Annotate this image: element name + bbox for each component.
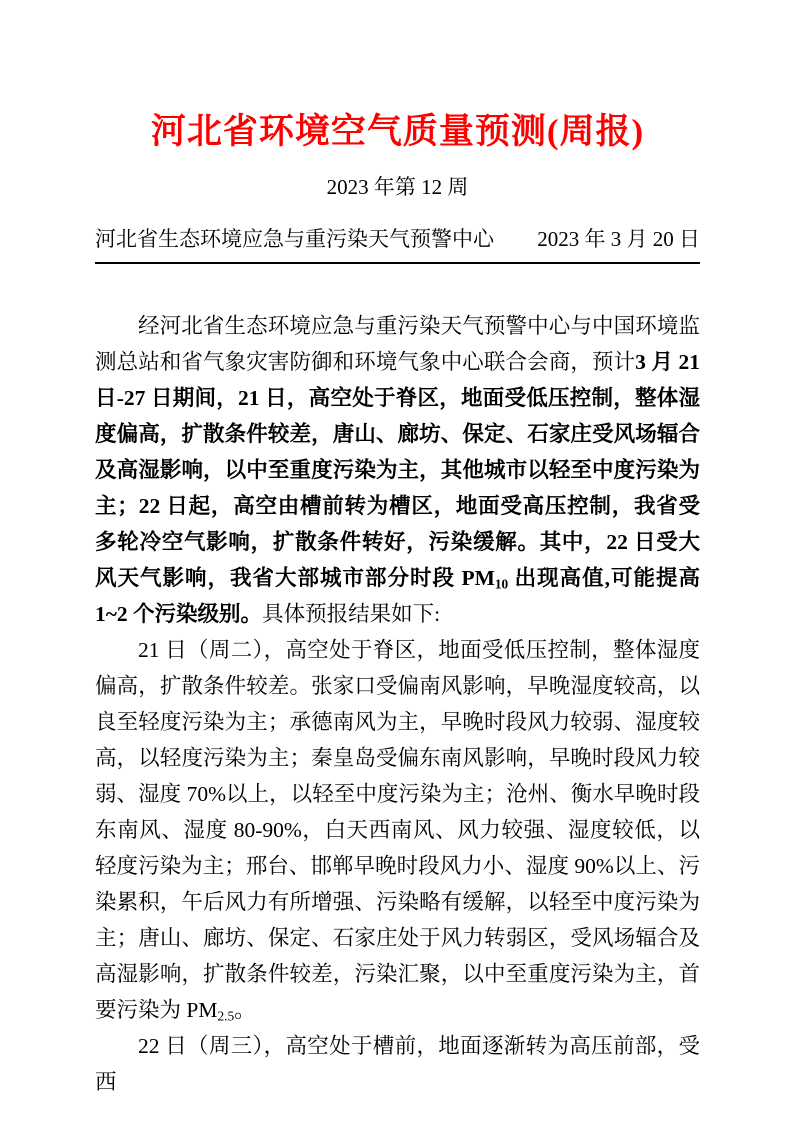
organization-name: 河北省生态环境应急与重污染天气预警中心 [95,227,494,251]
header-divider-line [95,262,700,264]
day2-forecast-text: 22 日（周三），高空处于槽前，地面逐渐转为高压前部，受西 [95,1034,700,1094]
day1-forecast-text: 21 日（周二），高空处于脊区，地面受低压控制，整体湿度偏高，扩散条件较差。张家口受偏南风影响，早晚湿度较高，以良至轻度污染为主；承德南风为主，早晚时段风力较弱、湿度较高，以轻度污染为主；秦皇岛受偏东南风影响，早晚时段风力较弱、湿度 70%以上，以轻至中度污染为主；沧州、衡水早晚时段东南风、湿度 80-90%，白天西南风、风力较强、湿度较低，以轻度污染为主；邢台、邯郸早晚时段风力小、湿度 90%以上、污染累积，午后风力有所增强、污染略有缓解，以轻至中度污染为主；唐山、廊坊、保定、石家庄处于风力转弱区，受风场辐合及高湿影响，扩散条件较差，污染汇聚，以中至重度污染为主，首要污染为 PM [95,638,700,1022]
document-title: 河北省环境空气质量预测(周报) [150,112,645,151]
pm10-subscript: 10 [494,576,509,592]
report-body [95,308,700,1100]
pm25-subscript: 2.5 [217,1008,235,1024]
summary-bold-tail-text: 出现高值,可能提高 1~2 个污染级别。 [95,566,700,626]
paragraph-forecast-summary [95,308,700,632]
summary-closing-text: 具体预报结果如下: [262,602,441,626]
report-week-subtitle: 2023 年第 12 周 [326,175,469,199]
byline-row [95,226,700,252]
paragraph-day1-forecast [95,632,700,1028]
paragraph-day2-forecast [95,1028,700,1100]
summary-bold-forecast-text: 3 月 21 日-27 日期间，21 日，高空处于脊区，地面受低压控制，整体湿度偏高，扩散条件较差，唐山、廊坊、保定、石家庄受风场辐合及高湿影响，以中至重度污染为主，其他城市以轻至中度污染为主；22 日起，高空由槽前转为槽区，地面受高压控制，我省受多轮冷空气影响，扩散条件转好，污染缓解。其中，22 日受大风天气影响，我省大部城市部分时段 PM [95,350,700,590]
report-date: 2023 年 3 月 20 日 [537,227,700,251]
day1-forecast-tail: 。 [234,998,256,1022]
summary-lead-text: 经河北省生态环境应急与重污染天气预警中心与中国环境监测总站和省气象灾害防御和环境气象中心联合会商，预计 [95,314,700,374]
